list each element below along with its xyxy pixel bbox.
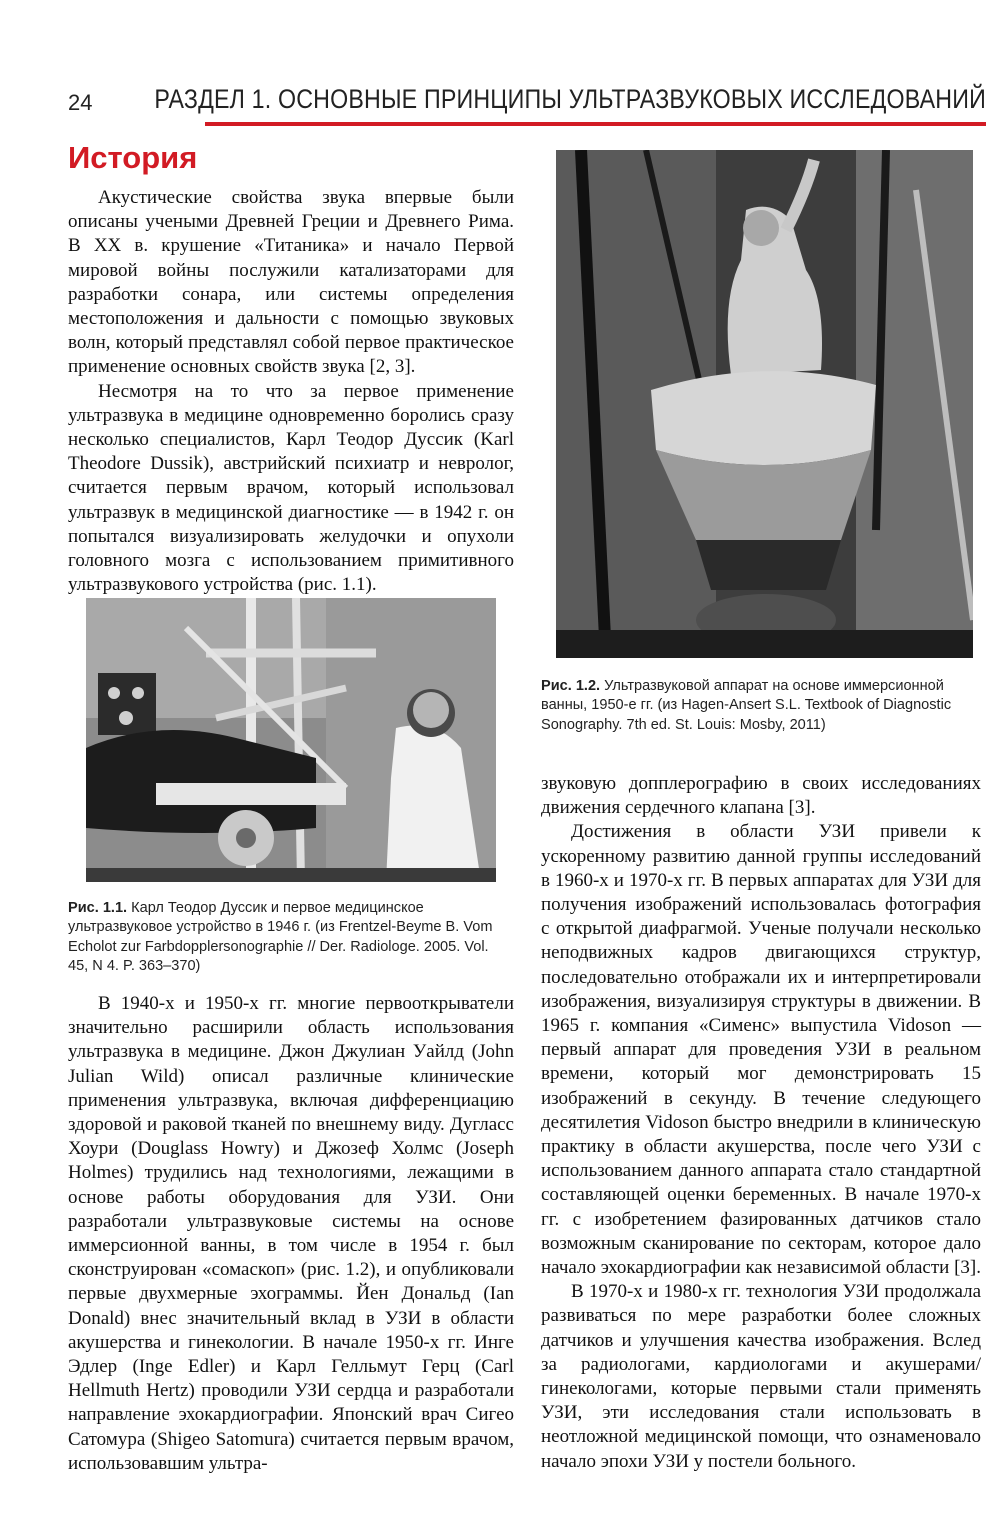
running-head: РАЗДЕЛ 1. ОСНОВНЫЕ ПРИНЦИПЫ УЛЬТРАЗВУКОВЫХ ИССЛЕДОВАНИЙ: [154, 84, 986, 114]
photo-dussik-device: [86, 598, 496, 882]
left-column-bottom: [68, 992, 514, 1476]
figure-1-2-label: Рис. 1.2.: [541, 677, 601, 694]
figure-1-2-text: Ультразвуковой аппарат на основе иммерсионной ванны, 1950-е гг. (из Hagen-Ansert S.L. Textbook of Diagnostic Sonography. 7th ed. St. Louis: Mosby, 2011): [541, 677, 952, 733]
figure-1-1-text: Карл Теодор Дуссик и первое медицинское ультразвуковое устройство в 1946 г. (из Frentzel-Beyme B. Vom Echolot zur Farbdopplersonographie // Der. Radiologe. 2005. Vol. 45, N 4. P. 363–370): [68, 899, 493, 975]
right-column: [541, 772, 981, 1474]
section-title: История: [68, 140, 198, 175]
figure-1-1-label: Рис. 1.1.: [68, 899, 128, 916]
figure-1-2-caption: [541, 676, 973, 734]
page-number: 24: [68, 90, 93, 115]
left-column-top: [68, 186, 514, 597]
paragraph-continuation: звуковую допплерографию в своих исследованиях движения сердечного клапана [3].: [541, 773, 981, 819]
header-rule: [205, 122, 986, 126]
paragraph: Достижения в области УЗИ привели к ускоренному развитию данной группы исследований в 1960-х и 1970-х гг. В первых аппаратах для УЗИ для получения изображений использовалась фотография с открытой диафрагмой. Ученые получали несколько неподвижных кадров двигающихся структур, последовательно отображали их и интерпретировали изображения, визуализируя структуры в движении. В 1965 г. компания «Сименс» выпустила Vidoson — первый аппарат для проведения УЗИ в реальном времени, который мог демонстрировать 15 изображений в секунду. В течение следующего десятилетия Vidoson быстро внедрили в клиническую практику в области акушерства, после чего УЗИ с использованием данного аппарата стало стандартной составляющей оценки беременных. В начале 1970-х гг. с изобретением фазированных датчиков стало возможным сканирование по секторам, которое дало начало эхокардиографии как независимой области [3].: [541, 821, 981, 1279]
paragraph: В 1940-х и 1950-х гг. многие первооткрыватели значительно расширили область использования ультразвука в медицине. Джон Джулиан Уайлд (John Julian Wild) описал различные клинические применения ультразвука, включая дифференциацию здоровой и раковой тканей по внешнему виду. Дугласс Хоури (Douglass Howry) и Джозеф Холмс (Joseph Holmes) трудились над технологиями, лежащими в основе работы оборудования для УЗИ. Они разработали ультразвуковые системы на основе иммерсионной ванны, в том числе в 1954 г. был сконструирован «сомаскоп» (рис. 1.2), и опубликовали первые двухмерные эхограммы. Йен Дональд (Ian Donald) внес значительный вклад в УЗИ в области акушерства и гинекологии. В начале 1950-х гг. Инге Эдлер (Inge Edler) и Карл Гелльмут Герц (Carl Hellmuth Hertz) проводили УЗИ сердца и разработали направление эхокардиографии. Японский врач Сигео Сатомура (Shigeo Satomura) считается первым врачом, использовавшим ультра-: [68, 993, 514, 1474]
paragraph: Акустические свойства звука впервые были описаны учеными Древней Греции и Древнего Рима. В XX в. крушение «Титаника» и начало Первой мировой войны послужили катализаторами для разработки сонара, или системы определения местоположения и дальности с помощью звуковых волн, который представлял собой первое практическое применение основных свойств звука [2, 3].: [68, 187, 514, 378]
figure-1-2-photo: [556, 150, 973, 658]
paragraph: Несмотря на то что за первое применение ультразвука в медицине одновременно боролись сразу несколько специалистов, Карл Теодор Дуссик (Karl Theodore Dussik), австрийский психиатр и невролог, считается первым врачом, который использовал ультразвук в медицинской диагностике — в 1942 г. он попытался визуализировать желудочки и опухоли головного мозга с использованием примитивного ультразвукового устройства (рис. 1.1).: [68, 380, 514, 596]
paragraph: В 1970-х и 1980-х гг. технология УЗИ продолжала развиваться по мере разработки более сложных датчиков и улучшения качества изображения. Вслед за радиологами, кардиологами и акушерами/гинекологами, которые первыми стали применять УЗИ, эти исследования стали использовать в неотложной медицинской помощи, что ознаменовало начало эпохи УЗИ у постели больного.: [541, 1281, 981, 1472]
photo-immersion-bath: [556, 150, 973, 658]
figure-1-1-caption: [68, 898, 505, 976]
figure-1-1-photo: [86, 598, 496, 882]
